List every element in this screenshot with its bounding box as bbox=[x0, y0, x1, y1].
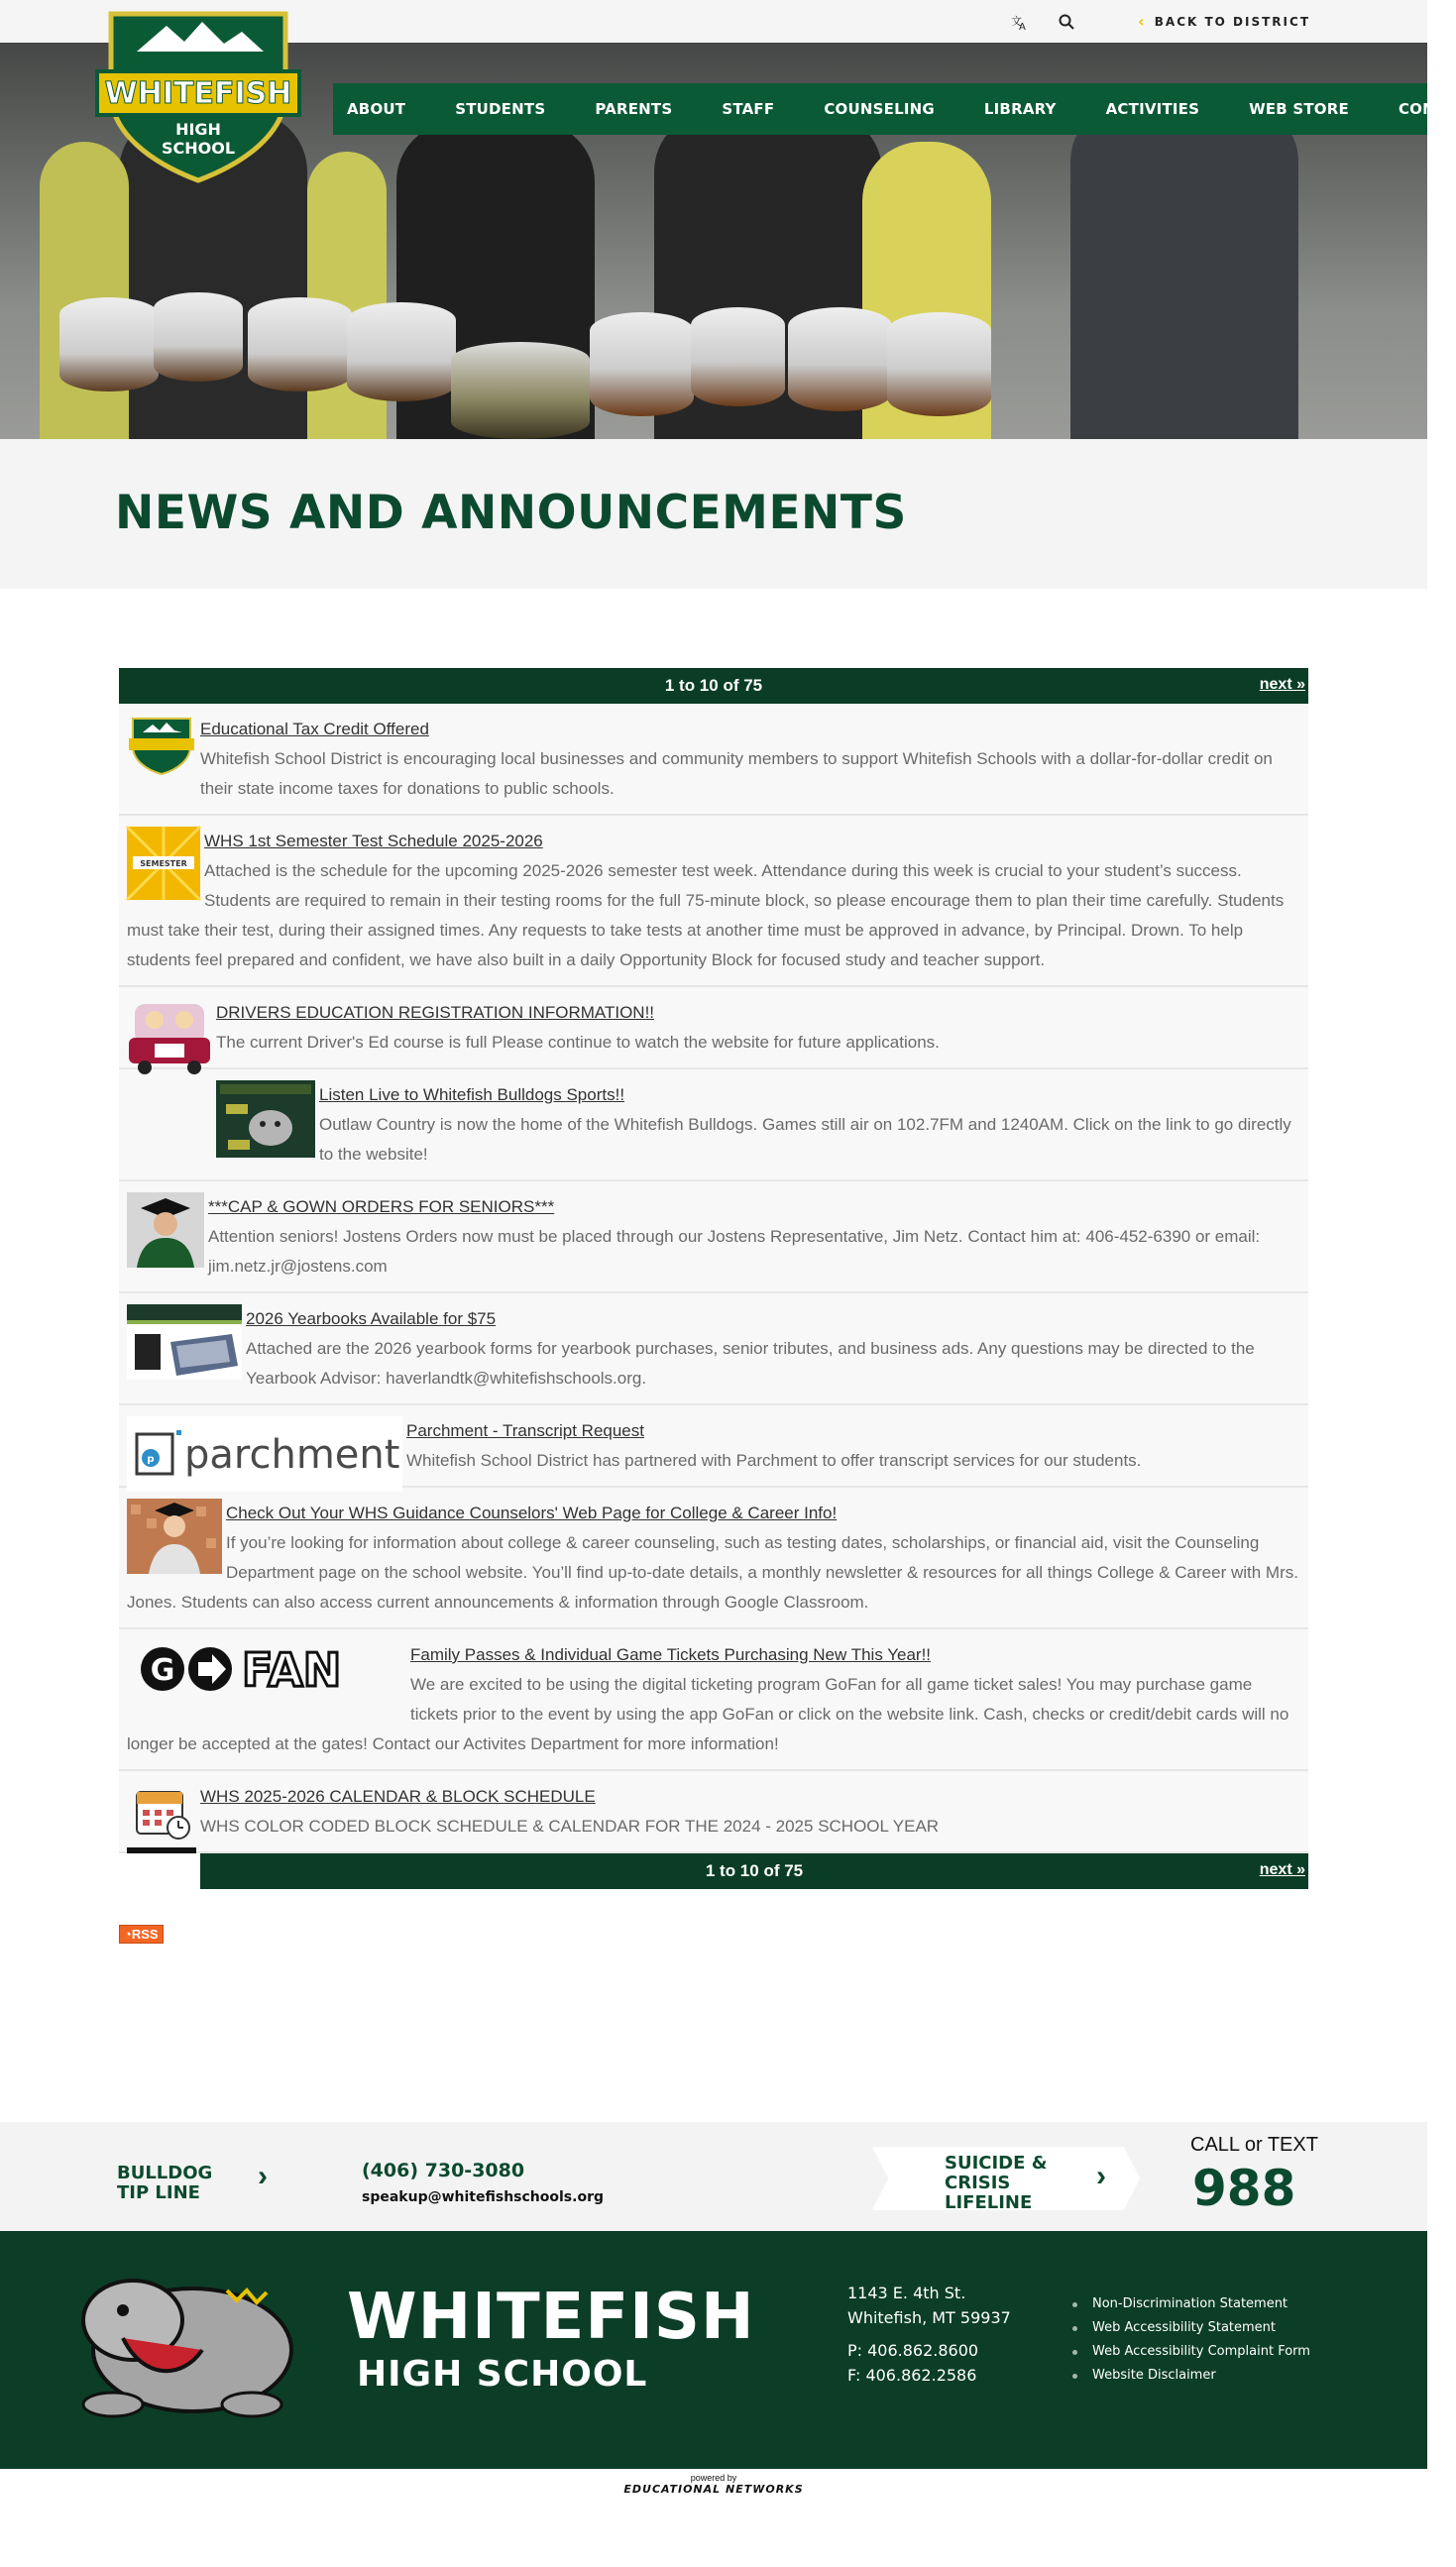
news-title[interactable]: Listen Live to Whitefish Bulldogs Sports!! bbox=[319, 1085, 625, 1104]
news-text: The current Driver's Ed course is full Please continue to watch the website for future applications. bbox=[216, 1033, 940, 1052]
back-to-district-link[interactable] bbox=[1138, 12, 1310, 31]
pager-range: 1 to 10 of 75 bbox=[664, 676, 763, 695]
pager-top bbox=[119, 668, 1308, 704]
title-band bbox=[0, 439, 1427, 589]
news-title[interactable]: DRIVERS EDUCATION REGISTRATION INFORMATION!! bbox=[216, 1003, 655, 1022]
svg-text:FAN: FAN bbox=[242, 1643, 342, 1697]
nav-item-counseling[interactable]: COUNSELING bbox=[824, 100, 935, 118]
nav-item-parents[interactable]: PARENTS bbox=[595, 100, 673, 118]
next-page-link[interactable]: next » bbox=[1259, 676, 1305, 693]
tip-line-phone[interactable]: (406) 730-3080 bbox=[362, 2160, 525, 2181]
logo-line3: SCHOOL bbox=[161, 139, 236, 158]
logo-line1: WHITEFISH bbox=[104, 76, 292, 111]
footer-school-sub: HIGH SCHOOL bbox=[357, 2354, 648, 2395]
pager-range: 1 to 10 of 75 bbox=[705, 1861, 804, 1880]
news-title[interactable]: 2026 Yearbooks Available for $75 bbox=[246, 1309, 497, 1328]
news-text: Attached is the schedule for the upcoming 2025-2026 semester test week. Attendance during this week is crucial to your student’s success. Students are required to remain in their testing rooms for the full 75-minute block, so please encourage them to plan their time carefully. Students must take their test, during their assigned times. Any requests to take tests at another time must be approved in advance, by Principal. Drown. To help students feel prepared and confident, we have also built in a daily Opportunity Block for focused study and teacher support. bbox=[127, 861, 1285, 969]
svg-text:A: A bbox=[1019, 21, 1027, 33]
rss-label: RSS bbox=[131, 1927, 159, 1942]
news-text: Attention seniors! Jostens Orders now must be placed through our Jostens Representative, Jim Netz. Contact him at: 406-452-6390 or email: jim.netz.jr@jostens.com bbox=[208, 1227, 1261, 1276]
footer-link-non-discrimination[interactable]: Non-Discrimination Statement bbox=[1072, 2292, 1310, 2316]
news-title[interactable]: Check Out Your WHS Guidance Counselors' Web Page for College & Career Info! bbox=[226, 1504, 838, 1522]
hero-banner bbox=[0, 0, 1456, 439]
school-district-logo bbox=[127, 715, 196, 781]
rss-button[interactable] bbox=[119, 1925, 164, 1944]
list-item bbox=[119, 1405, 1308, 1488]
counselor-photo bbox=[127, 1499, 222, 1579]
bulldogs-radio-image bbox=[216, 1080, 315, 1163]
chevron-right-icon: › bbox=[258, 2160, 268, 2192]
nav-item-library[interactable]: LIBRARY bbox=[983, 100, 1057, 118]
parchment-logo bbox=[127, 1416, 402, 1497]
powered-by-label: powered by bbox=[690, 2473, 737, 2483]
footer bbox=[0, 2231, 1427, 2469]
list-item bbox=[119, 816, 1308, 987]
list-item bbox=[119, 987, 1308, 1069]
main-nav bbox=[333, 83, 1456, 135]
nav-item-about[interactable]: ABOUT bbox=[347, 100, 406, 118]
news-text: WHS COLOR CODED BLOCK SCHEDULE & CALENDAR FOR THE 2024 - 2025 SCHOOL YEAR bbox=[200, 1817, 940, 1836]
provider-logo: EDUCATIONAL NETWORKS bbox=[623, 2483, 804, 2496]
tip-line-label: BULLDOG TIP LINE bbox=[117, 2163, 213, 2203]
news-text: Whitefish School District has partnered with Parchment to offer transcript services for our students. bbox=[406, 1451, 1142, 1470]
semester-test-image bbox=[127, 827, 200, 905]
address-line1: 1143 E. 4th St. bbox=[847, 2284, 966, 2302]
chevron-left-icon: ‹ bbox=[1138, 12, 1147, 31]
call-or-text-label: CALL or TEXT bbox=[1190, 2134, 1318, 2156]
news-title[interactable]: WHS 2025-2026 CALENDAR & BLOCK SCHEDULE bbox=[200, 1787, 596, 1806]
list-item bbox=[119, 1771, 1308, 1853]
back-to-district-label: BACK TO DISTRICT bbox=[1154, 14, 1310, 29]
address-line2: Whitefish, MT 59937 bbox=[847, 2308, 1011, 2327]
footer-link-accessibility-statement[interactable]: Web Accessibility Statement bbox=[1072, 2316, 1310, 2340]
pager-bottom bbox=[200, 1853, 1308, 1889]
bulldog-mascot-icon bbox=[54, 2261, 301, 2419]
footer-phones bbox=[847, 2338, 978, 2388]
yearbook-image bbox=[127, 1304, 242, 1385]
powered-by[interactable] bbox=[0, 2469, 1427, 2497]
nav-item-contact[interactable]: CONTA bbox=[1398, 100, 1456, 118]
news-text: Attached are the 2026 yearbook forms for yearbook purchases, senior tributes, and business ads. Any questions may be directed to the Yearbook Advisor: haverlandtk@whitefishschools.org. bbox=[246, 1339, 1255, 1388]
footer-link-accessibility-complaint[interactable]: Web Accessibility Complaint Form bbox=[1072, 2340, 1310, 2364]
footer-phone[interactable]: P: 406.862.8600 bbox=[847, 2341, 979, 2360]
news-text: If you’re looking for information about college & career counseling, such as testing dates, scholarships, or financial aid, visit the Counseling Department page on the school website. You’ll find up-to-date details, a monthly newsletter & resources for all things College & Career with Mrs. Jones. Students can also access current announcements & information through Google Classroom. bbox=[127, 1533, 1298, 1612]
list-item bbox=[119, 1069, 1308, 1181]
svg-text:parchment: parchment bbox=[184, 1432, 400, 1478]
page-title: NEWS AND ANNOUNCEMENTS bbox=[115, 486, 907, 540]
drivers-ed-car-image bbox=[127, 998, 212, 1082]
search-icon[interactable] bbox=[1057, 12, 1076, 32]
news-title[interactable]: Educational Tax Credit Offered bbox=[200, 720, 429, 738]
translate-icon[interactable] bbox=[1009, 12, 1029, 32]
svg-text:p: p bbox=[147, 1454, 155, 1465]
svg-text:SEMESTER: SEMESTER bbox=[140, 859, 187, 868]
nav-item-staff[interactable]: STAFF bbox=[722, 100, 775, 118]
nav-item-web-store[interactable]: WEB STORE bbox=[1249, 100, 1349, 118]
lifeline-number[interactable]: 988 bbox=[1192, 2160, 1296, 2217]
list-item bbox=[119, 1488, 1308, 1629]
logo-line2: HIGH bbox=[175, 120, 221, 139]
gofan-logo bbox=[127, 1640, 406, 1703]
list-item bbox=[119, 1629, 1308, 1771]
list-item bbox=[119, 1293, 1308, 1405]
footer-address bbox=[847, 2281, 1011, 2330]
footer-link-disclaimer[interactable]: Website Disclaimer bbox=[1072, 2364, 1310, 2388]
school-logo[interactable] bbox=[97, 8, 299, 182]
list-item bbox=[119, 1181, 1308, 1293]
news-title[interactable]: Family Passes & Individual Game Tickets Purchasing New This Year!! bbox=[410, 1645, 932, 1664]
news-title[interactable]: Parchment - Transcript Request bbox=[406, 1421, 644, 1440]
list-item bbox=[119, 704, 1308, 816]
news-title[interactable]: WHS 1st Semester Test Schedule 2025-2026 bbox=[204, 832, 543, 850]
nav-item-students[interactable]: STUDENTS bbox=[455, 100, 546, 118]
next-page-link[interactable]: next » bbox=[1259, 1861, 1305, 1878]
footer-links bbox=[1072, 2292, 1310, 2388]
news-text: We are excited to be using the digital ticketing program GoFan for all game ticket sales! You may purchase game tickets prior to the event by using the app GoFan or click on the website link. Cash, checks or credit/debit cards will no longer be accepted at the gates! Contact our Activites Department for more information! bbox=[127, 1675, 1289, 1753]
footer-school-name: WHITEFISH bbox=[347, 2281, 755, 2354]
tip-line-band bbox=[0, 2122, 1427, 2231]
tip-line-email[interactable]: speakup@whitefishschools.org bbox=[362, 2189, 604, 2205]
nav-item-activities[interactable]: ACTIVITIES bbox=[1105, 100, 1200, 118]
svg-text:文: 文 bbox=[1011, 14, 1023, 28]
news-text: Outlaw Country is now the home of the Whitefish Bulldogs. Games still air on 102.7FM and 1240AM. Click on the link to go directly to the website! bbox=[319, 1115, 1291, 1164]
news-title[interactable]: ***CAP & GOWN ORDERS FOR SENIORS*** bbox=[208, 1197, 555, 1216]
chevron-right-icon: › bbox=[1096, 2160, 1106, 2192]
rss-icon: ◔ bbox=[124, 1927, 132, 1942]
graduate-photo bbox=[127, 1192, 204, 1273]
lifeline-label: SUICIDE & CRISIS LIFELINE bbox=[945, 2153, 1048, 2213]
svg-text:G: G bbox=[150, 1653, 175, 1688]
footer-fax: F: 406.862.2586 bbox=[847, 2366, 977, 2385]
news-list bbox=[119, 668, 1308, 1889]
calendar-icon bbox=[127, 1782, 196, 1860]
news-text: Whitefish School District is encouraging local businesses and community members to support Whitefish Schools with a dollar-for-dollar credit on their state income taxes for donations to public schools. bbox=[200, 749, 1273, 798]
